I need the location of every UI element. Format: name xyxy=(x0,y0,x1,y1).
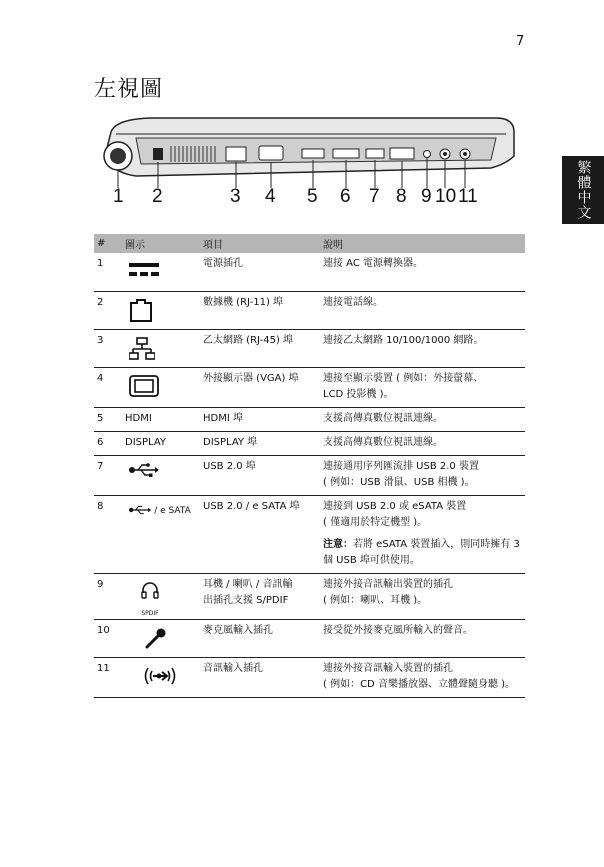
usb-icon xyxy=(129,463,159,477)
desc-line: 連接通用序列匯流排 USB 2.0 裝置 xyxy=(323,460,479,472)
side-tab-label: 繁體中文 xyxy=(575,160,592,220)
power-dc-in-icon xyxy=(129,260,159,280)
callout-11: 11 xyxy=(458,186,478,207)
note-text: 若將 eSATA 裝置插入，則同時擁有 3 個 USB 埠可供使用。 xyxy=(323,538,520,566)
desc-line: ( 例如：喇叭、耳機 )。 xyxy=(323,594,428,606)
table-row xyxy=(94,619,525,657)
row-icon-cell xyxy=(122,657,200,697)
spdif-icon-label: SPDIF xyxy=(141,609,159,617)
row-num: 9 xyxy=(94,573,122,619)
desc-line: ( 例如：USB 滑鼠、USB 相機 )。 xyxy=(323,476,475,488)
header-num: # xyxy=(94,234,122,253)
desc-line: 連接乙太網路 10/100/1000 網路。 xyxy=(323,334,484,346)
desc-line: 支援高傳真數位視訊連線。 xyxy=(323,412,443,424)
table-row xyxy=(94,367,525,407)
row-num: 5 xyxy=(94,407,122,431)
row-desc xyxy=(320,329,525,367)
microphone-icon xyxy=(145,627,167,649)
row-desc xyxy=(320,367,525,407)
row-num: 6 xyxy=(94,431,122,455)
row-item: USB 2.0 / e SATA 埠 xyxy=(200,495,320,573)
desc-line: LCD 投影機 )。 xyxy=(323,388,394,400)
row-desc xyxy=(320,495,525,573)
usb-esata-icon xyxy=(129,504,151,516)
desc-line: 連接外接音訊輸出裝置的插孔 xyxy=(323,578,453,590)
desc-line: 接受從外接麥克風所輸入的聲音。 xyxy=(323,624,473,636)
header-item: 項目 xyxy=(200,234,320,253)
callout-3: 3 xyxy=(230,186,241,207)
row-icon-cell xyxy=(122,619,200,657)
table-row xyxy=(94,495,525,573)
ethernet-network-icon xyxy=(129,337,155,361)
hdmi-icon-label: HDMI xyxy=(122,407,200,431)
displayport-icon-label: DISPLAY xyxy=(122,431,200,455)
row-icon-cell xyxy=(122,455,200,495)
note xyxy=(323,537,522,569)
item-line: 出插孔支援 S/PDIF xyxy=(203,594,289,606)
desc-line: 連接到 USB 2.0 或 eSATA 裝置 xyxy=(323,500,467,512)
callout-4: 4 xyxy=(265,186,276,207)
row-item: 外接顯示器 (VGA) 埠 xyxy=(200,367,320,407)
row-desc xyxy=(320,431,525,455)
callout-5: 5 xyxy=(307,186,318,207)
table-row xyxy=(94,573,525,619)
table-row xyxy=(94,407,525,431)
callout-2: 2 xyxy=(152,186,163,207)
desc-line: ( 僅適用於特定機型 )。 xyxy=(323,516,428,528)
port-callout-numbers xyxy=(0,186,604,210)
desc-line: ( 例如：CD 音樂播放器、立體聲隨身聽 )。 xyxy=(323,678,516,690)
callout-9: 9 xyxy=(421,186,432,207)
table-header-row xyxy=(94,234,525,253)
row-num: 7 xyxy=(94,455,122,495)
callout-10: 10 xyxy=(435,186,457,207)
row-num: 3 xyxy=(94,329,122,367)
table-row xyxy=(94,455,525,495)
desc-line: 連接至顯示裝置 ( 例如：外接螢幕、 xyxy=(323,372,484,384)
port-table xyxy=(94,234,525,698)
row-num: 1 xyxy=(94,253,122,291)
row-desc xyxy=(320,407,525,431)
table-row xyxy=(94,329,525,367)
row-item: 乙太網路 (RJ-45) 埠 xyxy=(200,329,320,367)
row-item xyxy=(200,573,320,619)
desc-line: 連接 AC 電源轉換器。 xyxy=(323,258,424,269)
row-item: DISPLAY 埠 xyxy=(200,431,320,455)
row-icon-cell xyxy=(122,253,200,291)
row-icon-cell xyxy=(122,291,200,329)
esata-icon-label: / e SATA xyxy=(154,505,191,516)
row-num: 2 xyxy=(94,291,122,329)
row-num: 8 xyxy=(94,495,122,573)
header-desc: 說明 xyxy=(320,234,525,253)
row-item: 數據機 (RJ-11) 埠 xyxy=(200,291,320,329)
callout-1: 1 xyxy=(113,186,124,207)
table-row xyxy=(94,657,525,697)
page-number: 7 xyxy=(516,34,525,49)
desc-line: 支援高傳真數位視訊連線。 xyxy=(323,436,443,448)
callout-8: 8 xyxy=(396,186,407,207)
item-line: 耳機 / 喇叭 / 音訊輸 xyxy=(203,578,293,590)
vga-monitor-icon xyxy=(129,375,159,397)
row-desc xyxy=(320,291,525,329)
note-label: 注意： xyxy=(323,538,353,550)
row-desc xyxy=(320,253,525,291)
desc-line: 連接電話線。 xyxy=(323,296,383,308)
row-desc xyxy=(320,619,525,657)
row-item: 電源插孔 xyxy=(200,253,320,291)
desc-line: 連接外接音訊輸入裝置的插孔 xyxy=(323,662,453,674)
table-row xyxy=(94,431,525,455)
callout-6: 6 xyxy=(340,186,351,207)
callout-7: 7 xyxy=(369,186,380,207)
page-title: 左視圖 xyxy=(94,77,164,102)
row-icon-cell xyxy=(122,573,200,619)
row-icon-cell xyxy=(122,495,200,573)
row-desc xyxy=(320,657,525,697)
row-num: 11 xyxy=(94,657,122,697)
row-icon-cell xyxy=(122,367,200,407)
row-num: 4 xyxy=(94,367,122,407)
row-desc xyxy=(320,455,525,495)
headphones-spdif-icon xyxy=(141,581,159,599)
row-item: HDMI 埠 xyxy=(200,407,320,431)
header-icon: 圖示 xyxy=(122,234,200,253)
line-in-icon xyxy=(143,665,177,687)
modem-port-icon xyxy=(129,299,153,323)
row-item: 音訊輸入插孔 xyxy=(200,657,320,697)
table-row xyxy=(94,291,525,329)
row-item: 麥克風輸入插孔 xyxy=(200,619,320,657)
row-num: 10 xyxy=(94,619,122,657)
row-icon-cell xyxy=(122,329,200,367)
row-desc xyxy=(320,573,525,619)
row-item: USB 2.0 埠 xyxy=(200,455,320,495)
table-row xyxy=(94,253,525,291)
